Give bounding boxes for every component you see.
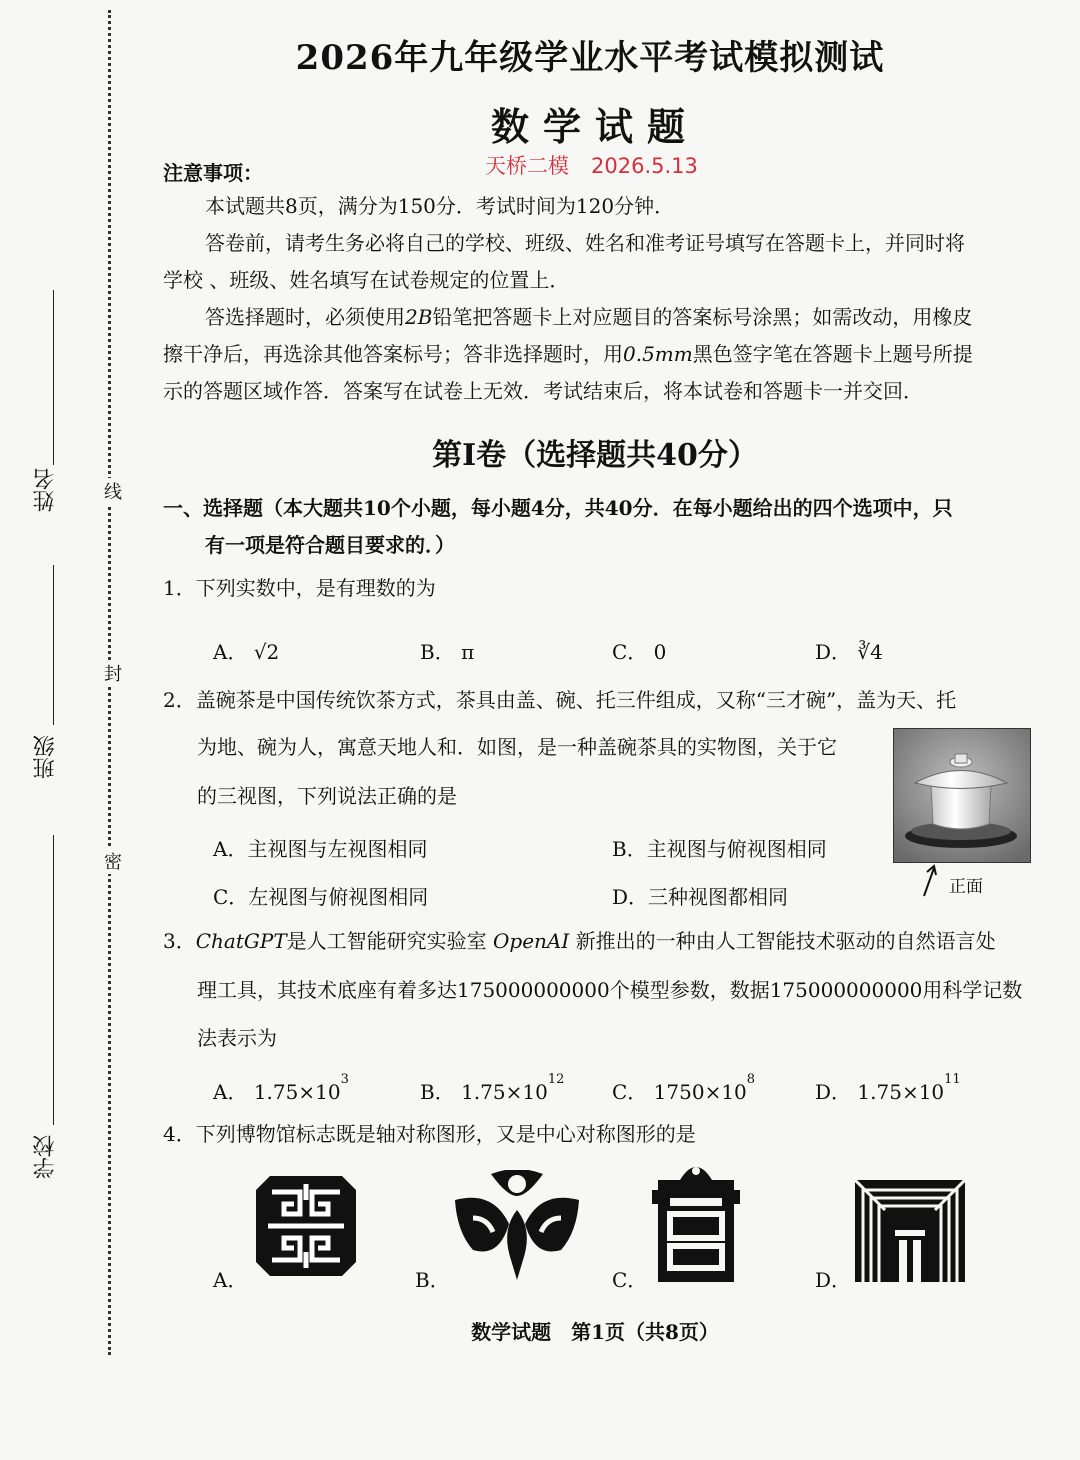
- gaiwan-photo: [893, 728, 1031, 863]
- q2-line-1: 2．盖碗茶是中国传统饮茶方式，茶具由盖、碗、托三件组成，又称“三才碗”，盖为天、托: [163, 688, 957, 712]
- q2-option-b[interactable]: B．主视图与俯视图相同: [612, 837, 827, 861]
- q3-a-base: 1.75×10: [253, 1080, 341, 1104]
- notice-line-3a-em: 2B: [405, 305, 433, 329]
- q3-line-1: [163, 918, 996, 965]
- handwritten-stamp: [485, 150, 720, 180]
- notice-line-3b-pre: 擦干净后，再选涂其他答案标号；答非选择题时，用: [163, 342, 623, 366]
- notice-line-1: 本试题共8页，满分为150分．考试时间为120分钟．: [205, 194, 675, 218]
- q3-option-c[interactable]: [612, 1072, 756, 1105]
- q3-option-a[interactable]: [213, 1072, 349, 1105]
- q3-c-exp: 8: [746, 1072, 756, 1087]
- q3-d-label: D．: [815, 1080, 852, 1104]
- notice-line-3c: 示的答题区域作答．答案写在试卷上无效．考试结束后，将本试卷和答题卡一并交回．: [163, 379, 923, 403]
- notice-line-3a-post: 铅笔把答题卡上对应题目的答案标号涂黑；如需改动，用橡皮: [432, 305, 973, 329]
- school-label: 学校: [33, 1135, 58, 1179]
- q3-d-base: 1.75×10: [857, 1080, 945, 1104]
- seal-mark-feng: 封: [98, 660, 124, 686]
- q3-line-2: 理工具，其技术底座有着多达175000000000个模型参数，数据175000000000用科学记数: [197, 978, 1023, 1002]
- q4-option-c-label[interactable]: C．: [612, 1268, 648, 1292]
- museum-logo-c[interactable]: [650, 1158, 742, 1284]
- arrow-up-icon: [918, 862, 942, 898]
- q2-line-2: 为地、碗为人，寓意天地人和．如图，是一种盖碗茶具的实物图，关于它: [197, 735, 837, 759]
- q1-d-label: D．: [815, 640, 852, 664]
- q2-option-c[interactable]: C．左视图与俯视图相同: [213, 885, 429, 909]
- q3-option-d[interactable]: [815, 1072, 961, 1105]
- q3-c-base: 1750×10: [653, 1080, 747, 1104]
- q3-b-exp: 12: [547, 1072, 565, 1087]
- q3-b-label: B．: [420, 1080, 455, 1104]
- q3-line-1-post: 新推出的一种由人工智能技术驱动的自然语言处: [575, 929, 996, 953]
- name-label: 姓名: [33, 468, 58, 512]
- notice-line-3b-post: 黑色签字笔在答题卡上题号所提: [692, 342, 973, 366]
- museum-logo-d[interactable]: [855, 1180, 965, 1282]
- notice-line-2a: 答卷前，请考生务必将自己的学校、班级、姓名和准考证号填写在答题卡上，并同时将: [205, 231, 965, 255]
- section-title: 第Ⅰ卷（选择题共40分）: [432, 438, 758, 473]
- museum-logo-b[interactable]: [453, 1170, 581, 1282]
- museum-logo-a[interactable]: [250, 1170, 362, 1282]
- seal-mark-mi: 密: [98, 848, 124, 874]
- q3-a-exp: 3: [340, 1072, 349, 1087]
- q3-number: 3．: [163, 929, 196, 953]
- notice-line-3b-em: 0.5mm: [623, 342, 693, 366]
- section-intro-b: 有一项是符合题目要求的．）: [205, 533, 455, 557]
- notice-line-3a-pre: 答选择题时，必须使用: [205, 305, 405, 329]
- q3-option-b[interactable]: [420, 1072, 565, 1105]
- q4-stem: 4．下列博物馆标志既是轴对称图形，又是中心对称图形的是: [163, 1122, 696, 1146]
- class-blank-line[interactable]: [53, 565, 54, 725]
- stamp-date: 2026.5.13: [591, 154, 698, 178]
- q1-stem: 1．下列实数中，是有理数的为: [163, 576, 436, 600]
- q4-option-a-label[interactable]: A．: [213, 1268, 248, 1292]
- q1-option-c[interactable]: [612, 636, 666, 665]
- q1-b-value: π: [461, 640, 475, 664]
- exam-subtitle: 数学试题: [490, 104, 699, 149]
- q2-line-3: 的三视图，下列说法正确的是: [197, 784, 457, 808]
- figure-caption: 正面: [949, 877, 983, 897]
- q1-b-label: B．: [420, 640, 455, 664]
- q1-c-label: C．: [612, 640, 648, 664]
- q1-d-value: ∛4: [857, 640, 883, 664]
- q1-c-value: 0: [653, 640, 667, 664]
- class-label: 班级: [33, 735, 58, 779]
- q3-a-label: A．: [213, 1080, 248, 1104]
- section-intro-a: 一、选择题（本大题共10个小题，每小题4分，共40分．在每小题给出的四个选项中，只: [163, 496, 953, 520]
- notice-line-3a: [205, 299, 972, 336]
- school-blank-line[interactable]: [53, 835, 54, 1125]
- q1-a-label: A．: [213, 640, 248, 664]
- stamp-name: 天桥二模: [485, 154, 569, 178]
- q3-openai: OpenAI: [493, 929, 570, 953]
- q1-option-a[interactable]: [213, 636, 279, 665]
- q2-option-a[interactable]: A．主视图与左视图相同: [213, 837, 428, 861]
- q3-d-exp: 11: [944, 1072, 961, 1087]
- q1-option-d[interactable]: [815, 636, 883, 665]
- notice-heading: 注意事项：: [163, 161, 263, 185]
- exam-title: 2026年九年级学业水平考试模拟测试: [295, 38, 885, 78]
- seal-mark-line: 线: [98, 478, 124, 504]
- q4-option-b-label[interactable]: B．: [415, 1268, 450, 1292]
- q4-option-d-label[interactable]: D．: [815, 1268, 852, 1292]
- q3-line-3: 法表示为: [197, 1026, 277, 1050]
- q3-b-base: 1.75×10: [461, 1080, 548, 1104]
- notice-line-3b: [163, 336, 973, 373]
- q3-chatgpt: ChatGPT: [195, 929, 287, 953]
- q2-option-d[interactable]: D．三种视图都相同: [612, 885, 789, 909]
- q3-line-1-mid: 是人工智能研究实验室: [286, 929, 487, 953]
- q1-a-value: √2: [253, 640, 280, 664]
- notice-line-2b: 学校 、班级、姓名填写在试卷规定的位置上．: [163, 268, 570, 292]
- page-footer: 数学试题 第1页（共8页）: [471, 1320, 719, 1344]
- q3-c-label: C．: [612, 1080, 648, 1104]
- q1-option-b[interactable]: [420, 636, 474, 665]
